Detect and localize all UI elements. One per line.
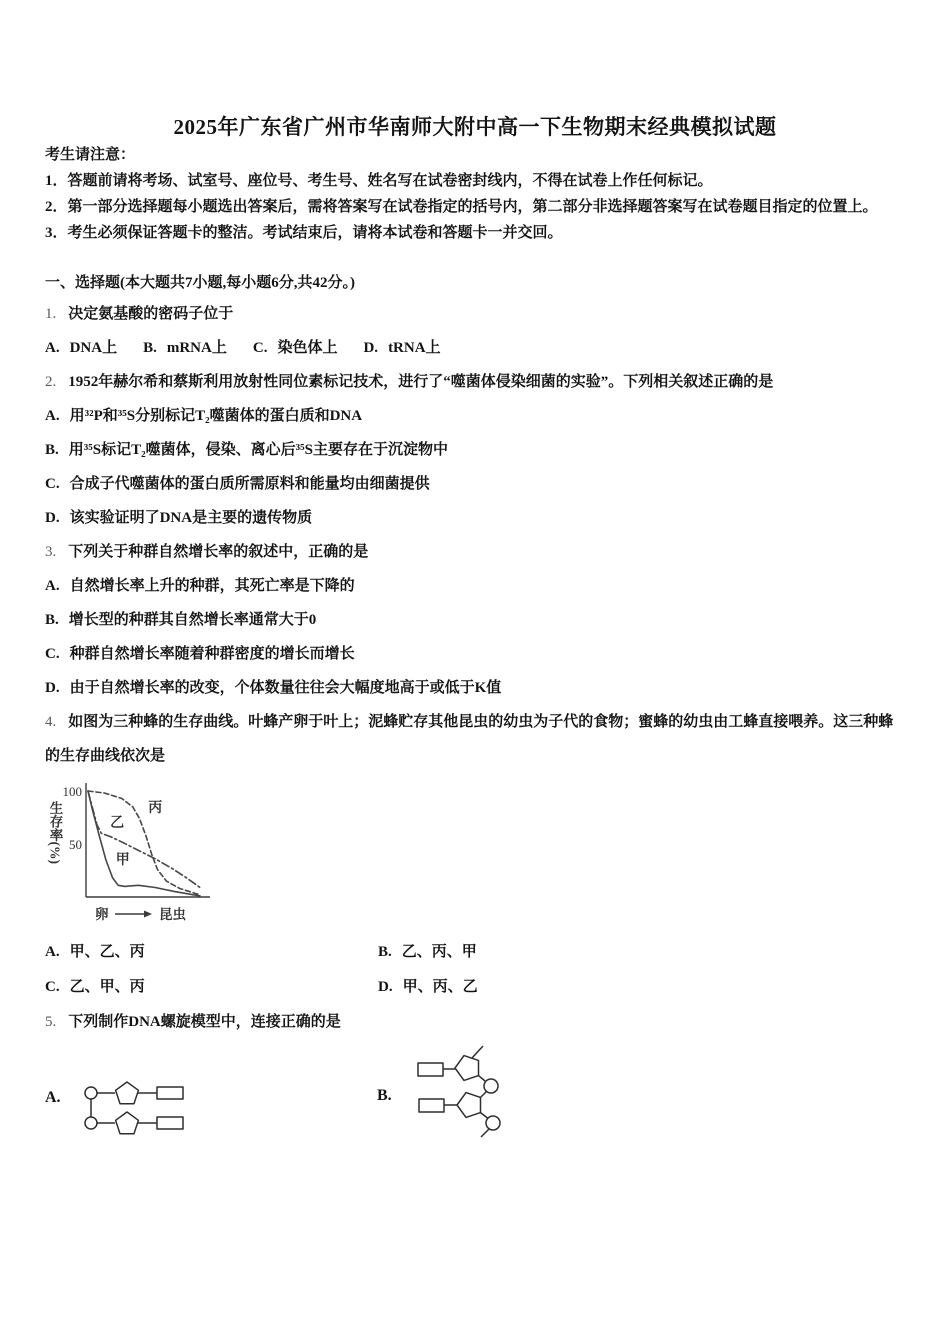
question-number: 3. (45, 544, 57, 560)
notice-item: 1．答题前请将考场、试室号、座位号、考生号、姓名写在试卷密封线内，不得在试卷上作任何标记。 (45, 173, 713, 189)
option-text: 用³²P和³⁵S分别标记T₂噬菌体的蛋白质和DNA (69, 408, 363, 424)
option-text: 该实验证明了DNA是主要的遗传物质 (69, 510, 313, 526)
option-letter: D. (45, 680, 60, 696)
option-d (363, 331, 440, 365)
deoxyribose-pentagon (116, 1082, 139, 1104)
question-2-option-d (45, 501, 905, 535)
bond-line (479, 1076, 486, 1081)
option-letter: C. (45, 979, 60, 995)
question-number: 2. (45, 374, 57, 390)
page-title: 2025年广东省广州市华南师大附中高一下生物期末经典模拟试题 (173, 115, 777, 139)
curve-乙 (88, 791, 200, 888)
option-letter: B. (378, 944, 392, 960)
dna-model-a-diagram (81, 1079, 191, 1143)
question-1-stem (45, 297, 905, 331)
curve-丙 (88, 791, 200, 895)
bond-stub-line (472, 1046, 483, 1058)
option-text: 增长型的种群其自然增长率通常大于0 (68, 612, 317, 628)
option-text: 种群自然增长率随着种群密度的增长而增长 (69, 646, 355, 662)
curve-label-甲: 甲 (115, 853, 130, 869)
option-letter: C. (45, 476, 60, 492)
section-header-choice-questions: 一、选择题(本大题共7小题,每小题6分,共42分。) (45, 275, 355, 291)
phosphate-circle (85, 1087, 97, 1099)
question-4-options (45, 935, 905, 1005)
question-4-stem (45, 705, 905, 773)
question-3-option-a (45, 569, 905, 603)
option-text: 自然增长率上升的种群，其死亡率是下降的 (69, 578, 355, 594)
question-2-option-b (45, 433, 905, 467)
option-text: 乙、丙、甲 (401, 944, 477, 960)
option-text: 甲、乙、丙 (69, 944, 145, 960)
x-axis-arrow-head (144, 911, 152, 918)
notice-heading: 考生请注意： (45, 147, 136, 163)
option-a (45, 331, 117, 365)
dna-model-diagrams (45, 1039, 905, 1164)
question-2-stem (45, 365, 905, 399)
survivorship-chart-figure (45, 775, 905, 935)
curve-甲 (88, 791, 200, 896)
option-letter: B. (143, 340, 157, 356)
x-axis-label-egg: 卵 (95, 907, 109, 922)
question-3-option-c (45, 637, 905, 671)
option-letter: A. (45, 944, 60, 960)
option-letter: D. (363, 340, 379, 356)
bond-stub-line (481, 1129, 489, 1137)
question-stem-text: 1952年赫尔希和蔡斯利用放射性同位素标记技术，进行了“噬菌体侵染细菌的实验”。下列相关叙述正确的是 (68, 374, 774, 390)
question-3-option-b (45, 603, 905, 637)
model-b-label: B. (377, 1087, 392, 1104)
bond-line (481, 1092, 487, 1098)
option-text: DNA上 (69, 340, 118, 356)
curve-label-丙: 丙 (148, 801, 163, 817)
question-4-option-c (45, 970, 378, 1005)
y-tick-50: 50 (69, 837, 82, 852)
dna-model-b-diagram (413, 1039, 513, 1144)
option-c (253, 331, 338, 365)
question-number: 1. (45, 306, 57, 322)
phosphate-circle (484, 1079, 498, 1093)
option-text: 染色体上 (277, 340, 338, 356)
y-tick-100: 100 (62, 784, 82, 799)
survivorship-chart (45, 775, 275, 935)
deoxyribose-pentagon (116, 1112, 139, 1134)
phosphate-circle (85, 1117, 97, 1129)
curve-label-乙: 乙 (110, 816, 125, 832)
option-text: tRNA上 (388, 340, 441, 356)
question-5-stem (45, 1005, 905, 1039)
option-text: 甲、丙、乙 (402, 979, 478, 995)
option-text: 由于自然增长率的改变，个体数量往往会大幅度地高于或低于K值 (69, 680, 502, 696)
question-number: 4. (45, 714, 57, 730)
question-stem-text: 下列关于种群自然增长率的叙述中，正确的是 (68, 544, 369, 560)
question-1-options (45, 331, 905, 365)
option-letter: C. (252, 340, 268, 356)
question-number: 5. (45, 1014, 57, 1030)
option-text: 合成子代噬菌体的蛋白质所需原料和能量均由细菌提供 (69, 476, 430, 492)
question-3-stem (45, 535, 905, 569)
candidate-notice (45, 142, 905, 246)
option-letter: D. (45, 510, 60, 526)
model-a-label: A. (45, 1089, 61, 1106)
option-text: mRNA上 (166, 340, 227, 356)
base-rectangle (157, 1087, 183, 1099)
option-letter: A. (45, 578, 60, 594)
bond-line (481, 1113, 488, 1118)
option-letter: C. (45, 646, 60, 662)
y-axis-label: 生存率(%) (47, 801, 63, 864)
option-b (143, 331, 227, 365)
question-4-option-a (45, 935, 378, 970)
question-2-option-a (45, 399, 905, 433)
deoxyribose-pentagon (455, 1056, 479, 1081)
phosphate-circle (486, 1116, 500, 1130)
option-letter: A. (45, 408, 60, 424)
option-text: 乙、甲、丙 (69, 979, 145, 995)
option-letter: B. (45, 612, 59, 628)
question-stem-text: 下列制作DNA螺旋模型中，连接正确的是 (68, 1014, 341, 1030)
x-axis-label-insect: 昆虫 (159, 907, 186, 922)
notice-item: 2．第一部分选择题每小题选出答案后，需将答案写在试卷指定的括号内，第二部分非选择题答案写在试卷题目指定的位置上。 (45, 199, 878, 215)
question-4-option-d (378, 970, 905, 1005)
base-rectangle (157, 1117, 183, 1129)
option-letter: A. (45, 340, 60, 356)
question-stem-text: 如图为三种蜂的生存曲线。叶蜂产卵于叶上；泥蜂贮存其他昆虫的幼虫为子代的食物；蜜蜂的幼虫由工蜂直接喂养。这三种蜂的生存曲线依次是 (45, 714, 894, 764)
question-stem-text: 决定氨基酸的密码子位于 (68, 306, 234, 322)
base-rectangle (418, 1063, 443, 1076)
question-4-option-b (378, 935, 905, 970)
question-2-option-c (45, 467, 905, 501)
option-letter: B. (45, 442, 59, 458)
deoxyribose-pentagon (457, 1093, 481, 1118)
chart-series-layer (88, 791, 200, 896)
option-text: 用³⁵S标记T₂噬菌体，侵染、离心后³⁵S主要存在于沉淀物中 (68, 442, 448, 458)
question-3-option-d (45, 671, 905, 705)
notice-item: 3．考生必须保证答题卡的整洁。考试结束后，请将本试卷和答题卡一并交回。 (45, 225, 563, 241)
base-rectangle (419, 1099, 444, 1112)
option-letter: D. (378, 979, 393, 995)
